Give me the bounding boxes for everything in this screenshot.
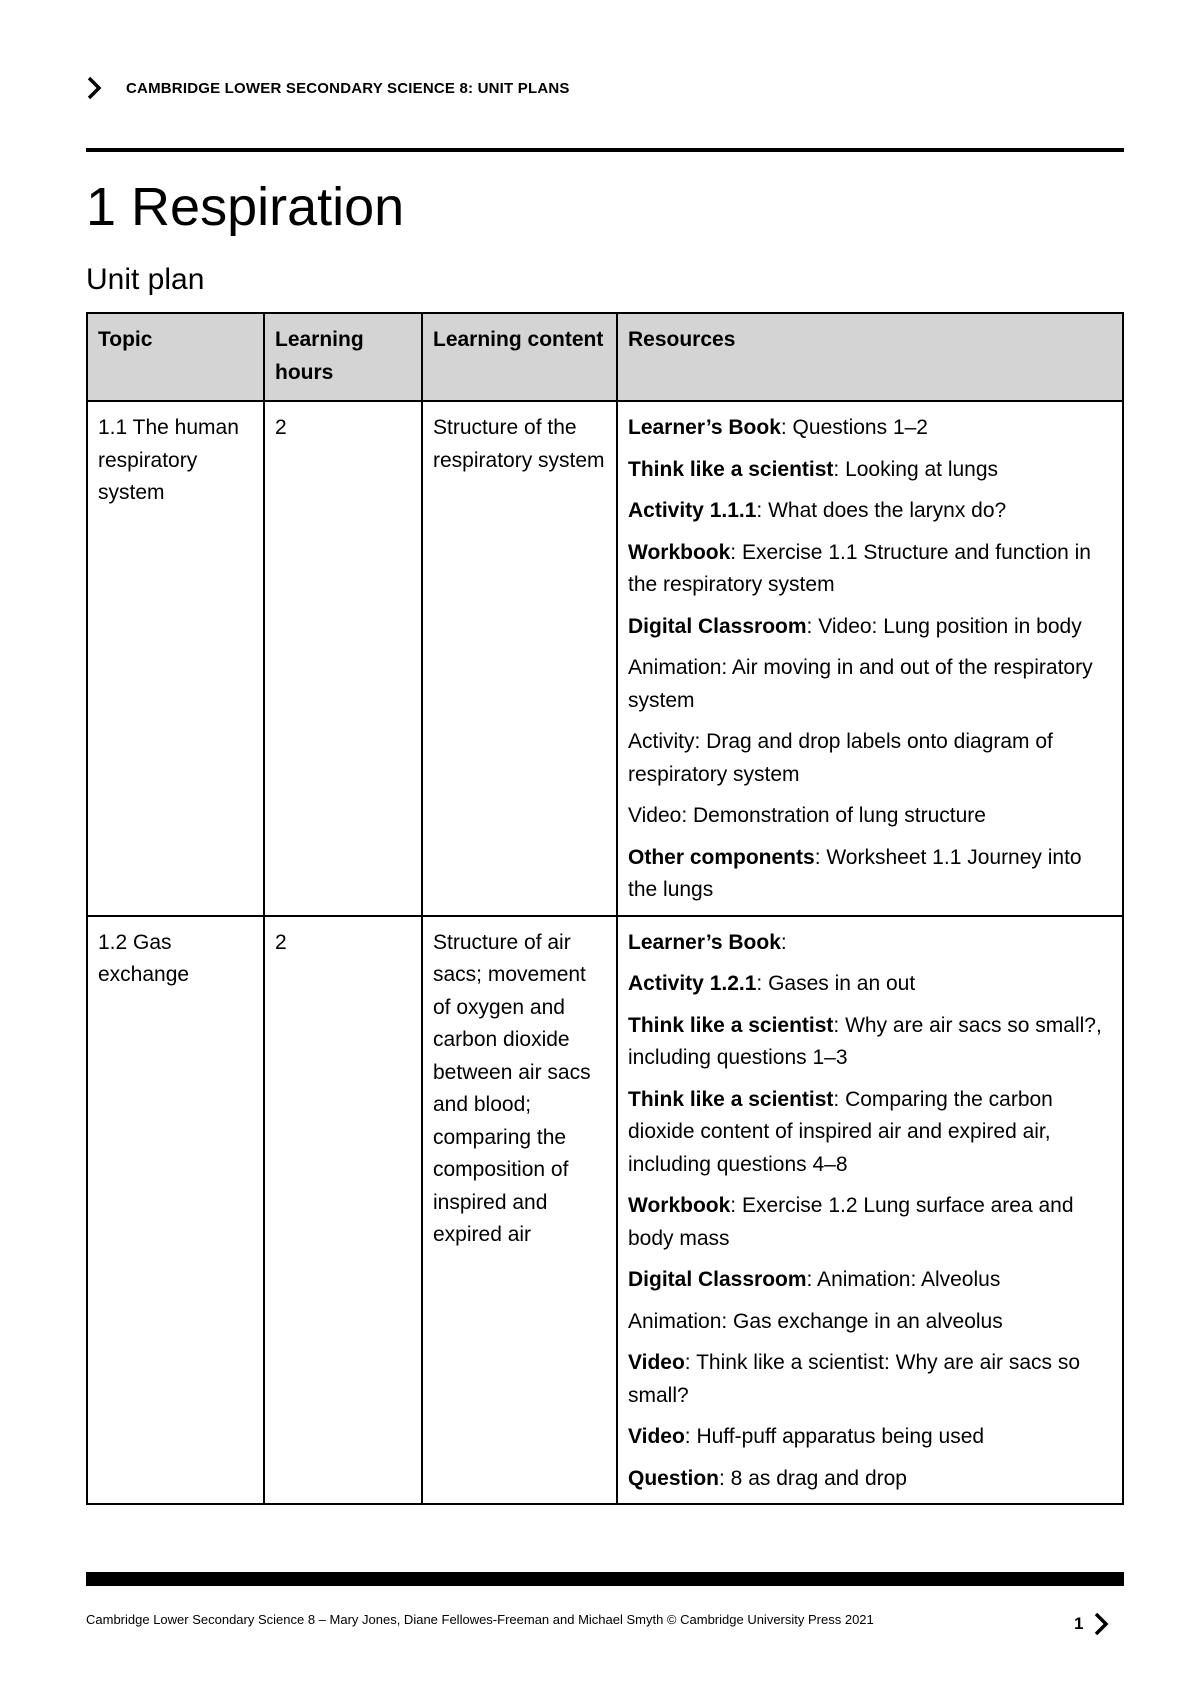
resource-text: : Why are air sacs so small?, including questions 1–3 [628, 1013, 1102, 1069]
page-number-text: 1 [1074, 1614, 1084, 1633]
header-topic: Topic [87, 313, 264, 401]
header-learning-hours: Learning hours [264, 313, 422, 401]
resource-item [628, 495, 1112, 528]
resource-item [628, 1306, 1112, 1339]
resource-text: : Looking at lungs [833, 457, 999, 481]
unit-plan-table [86, 312, 1124, 1505]
header-learning-content: Learning content [422, 313, 617, 401]
header-resources: Resources [617, 313, 1123, 401]
chevron-right-icon [1093, 1612, 1109, 1636]
page-number [1074, 1612, 1109, 1636]
resource-label: Learner’s Book [628, 416, 781, 439]
resource-text: : Exercise 1.1 Structure and function in the respiratory system [628, 540, 1091, 596]
resource-item [628, 968, 1112, 1001]
topic-cell: 1.2 Gas exchange [87, 916, 264, 1505]
resource-item [628, 1463, 1112, 1496]
resource-label: Workbook [628, 1194, 731, 1217]
resource-text: : 8 as drag and drop [719, 1466, 907, 1490]
resource-text: Video: Demonstration of lung structure [628, 804, 986, 827]
resource-label: Activity 1.1.1 [628, 499, 757, 522]
resource-label: Other components [628, 845, 815, 869]
topic-cell: 1.1 The human respiratory system [87, 401, 264, 916]
resource-item [628, 454, 1112, 487]
resource-text: : What does the larynx do? [756, 499, 1007, 522]
content-cell: Structure of air sacs; movement of oxygen and carbon dioxide between air sacs and blood; comparing the composition of inspired and expired air [422, 916, 617, 1505]
resource-item [628, 1084, 1112, 1182]
resource-item [628, 1421, 1112, 1454]
resource-text: : Gases in an out [756, 972, 916, 995]
resource-item [628, 800, 1112, 833]
resource-label: Think like a scientist [628, 1087, 834, 1111]
resource-item [628, 537, 1112, 602]
running-title: CAMBRIDGE LOWER SECONDARY SCIENCE 8: UNIT PLANS [126, 79, 570, 97]
header-rule [86, 148, 1124, 152]
resource-item [628, 1010, 1112, 1075]
resource-text: : Video: Lung position in body [806, 614, 1082, 638]
resource-item [628, 652, 1112, 717]
resource-text: : Exercise 1.2 Lung surface area and body mass [628, 1194, 1074, 1250]
resource-item [628, 927, 1112, 960]
resource-text: Activity: Drag and drop labels onto diagram of respiratory system [628, 730, 1053, 786]
resource-item [628, 842, 1112, 907]
hours-cell: 2 [264, 916, 422, 1505]
resource-label: Digital Classroom [628, 1268, 807, 1291]
resources-cell [617, 916, 1123, 1505]
resource-text: Animation: Gas exchange in an alveolus [628, 1309, 1003, 1333]
resource-label: Learner’s Book [628, 930, 781, 954]
resource-label: Digital Classroom [628, 614, 807, 638]
resource-item [628, 1264, 1112, 1297]
resource-item [628, 1347, 1112, 1412]
resource-item [628, 412, 1112, 445]
resource-label: Video [628, 1425, 685, 1448]
resource-item [628, 726, 1112, 791]
running-header [86, 76, 570, 100]
table-row [87, 401, 1123, 916]
resource-text: : Comparing the carbon dioxide content of inspired air and expired air, including questions 4–8 [628, 1087, 1053, 1176]
resource-item [628, 1190, 1112, 1255]
page-title: 1 Respiration [86, 177, 405, 237]
content-cell: Structure of the respiratory system [422, 401, 617, 916]
resource-text: : Huff-puff apparatus being used [684, 1425, 985, 1448]
resource-label: Workbook [628, 540, 731, 564]
page-subtitle: Unit plan [86, 263, 205, 296]
resource-text: : Think like a scientist: Why are air sacs so small? [628, 1351, 1081, 1407]
resources-cell [617, 401, 1123, 916]
resource-label: Think like a scientist [628, 457, 834, 481]
resource-label: Think like a scientist [628, 1013, 834, 1037]
resource-text: : Worksheet 1.1 Journey into the lungs [628, 845, 1082, 901]
table-row [87, 916, 1123, 1505]
resource-text: : Questions 1–2 [780, 416, 928, 439]
footer-rule [86, 1572, 1124, 1586]
hours-cell: 2 [264, 401, 422, 916]
resource-text: : Animation: Alveolus [806, 1268, 1001, 1291]
resource-label: Activity 1.2.1 [628, 972, 757, 995]
table-header-row [87, 313, 1123, 401]
resource-label: Question [628, 1466, 720, 1490]
footer-credit: Cambridge Lower Secondary Science 8 – Mary Jones, Diane Fellowes-Freeman and Michael Smyth © Cambridge University Press 2021 [86, 1612, 874, 1627]
resource-text: Animation: Air moving in and out of the respiratory system [628, 656, 1093, 712]
resource-label: Video [628, 1351, 685, 1374]
resource-item [628, 611, 1112, 644]
chevron-right-icon [86, 76, 102, 100]
resource-text: : [780, 930, 787, 954]
